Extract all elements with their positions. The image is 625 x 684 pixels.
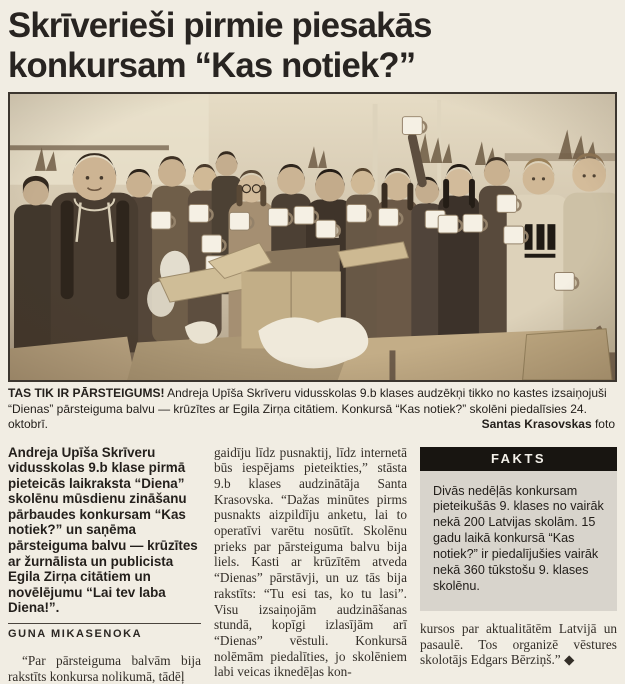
- facts-box-title: FAKTS: [420, 447, 617, 471]
- facts-box-body: Divās nedēļās konkursam pieteikušās 9. klases no vairāk nekā 200 Latvijas skolām. 15 gadu laikā konkursā “Kas notiek?” ir piedalījušies vairāk nekā 360 tūkstošu 9. klases skolēnu.: [420, 471, 617, 611]
- column-1: [8, 445, 201, 684]
- article-body: [8, 445, 617, 684]
- caption-text: Andreja Upīša Skrīveru vidusskolas 9.b klases audzēkņi tikko no kastes izsaiņojuši “Dienas” pārsteiguma balvu — krūzītes ar Egila Zirņa citātiem. Konkursā “Kas notiek?” skolēni piedalīsies 24. oktobrī.: [8, 386, 607, 431]
- lead-paragraph: Andreja Upīša Skrīveru vidusskolas 9.b klase pirmā pieteicās laikraksta “Diena” skolēnu mūsdienu zināšanu pārbaudes konkursam “Kas notiek?” un saņēma pārsteiguma balvu — krūzītes ar žurnālista un publicista Egila Zirņa citātiem un novēlējumu “Lai tev laba Diena!”.: [8, 445, 201, 617]
- photo-credit: [482, 417, 615, 433]
- photo-credit-name: Santas Krasovskas: [482, 417, 592, 431]
- column-2: [214, 445, 407, 681]
- article-photo: [8, 92, 617, 382]
- caption-lead-in: TAS TIK IR PĀRSTEIGUMS!: [8, 386, 164, 400]
- body-paragraph-col2: gaidīju līdz pusnaktij, līdz internetā būs iespējams pieteikties,” stāsta 9.b klases audzinātāja Santa Krasovska. “Dažas minūtes pirms pusnakts aizpildīju anketu, lai to operatīvi varētu nosūtīt. Skolēnu prieks par pārsteiguma balvu bija liels. Kasti ar krūzītēm atveda “Dienas” pārstāvji, un uz tās bija rakstīts: “Tu esi tas, ko tu lasi”. Visu izsaiņojām audzināšanas stundā, kopīgi izlasījām arī “Dienas” vēstuli. Konkursā nolēmām piedalīties, jo skolēniem labi veicas iknedēļas kon-: [214, 445, 407, 681]
- body-paragraph-col3: kursos par aktualitātēm Latvijā un pasaulē. Tos organizē vēstures skolotājs Edgars Bērziņš.” ◆: [420, 621, 617, 668]
- article-headline: Skrīverieši pirmie piesakās konkursam “Kas notiek?”: [8, 6, 611, 86]
- photo-credit-suffix: foto: [592, 417, 615, 431]
- classroom-group-photo-illustration: [10, 94, 615, 380]
- column-3: [420, 445, 617, 668]
- facts-box: [420, 447, 617, 611]
- photo-caption: [8, 386, 617, 433]
- byline: GUNA MIKASENOKA: [8, 623, 201, 640]
- body-paragraph-col1: “Par pārsteiguma balvām bija rakstīts konkursa nolikumā, tādēļ: [8, 653, 201, 684]
